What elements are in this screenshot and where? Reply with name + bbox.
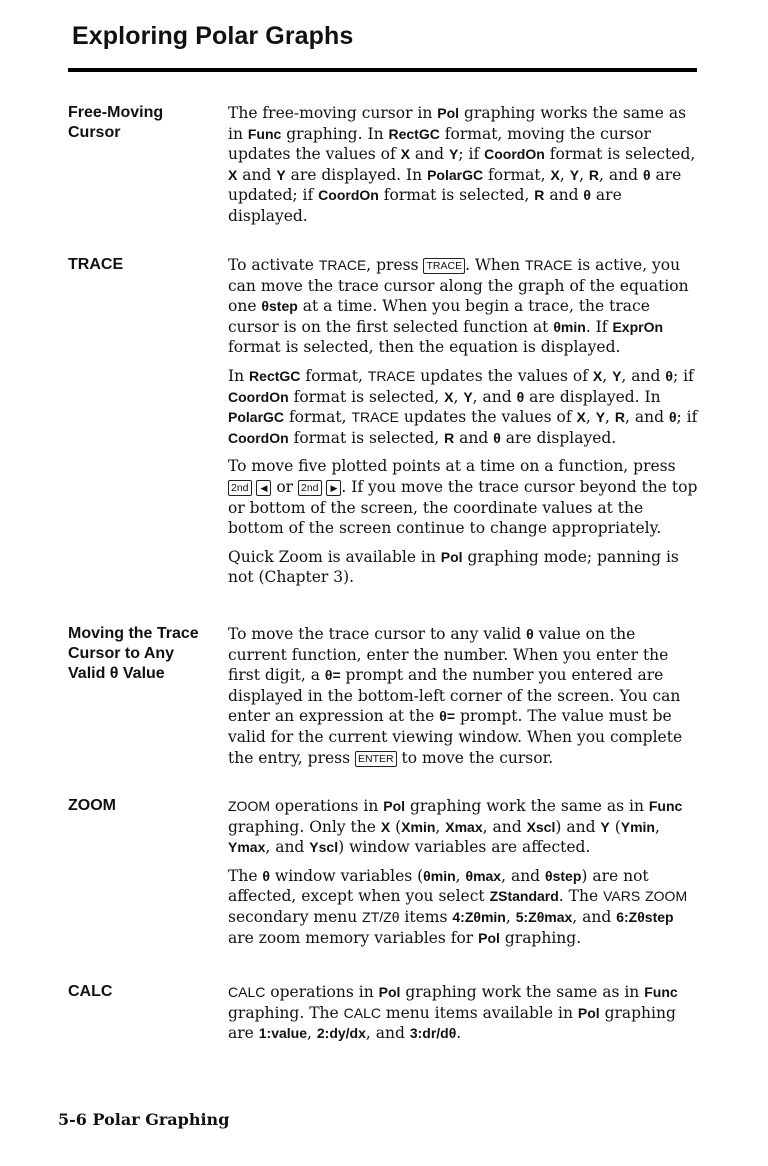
text-run: graphing. Only the — [228, 817, 381, 836]
text-run: ) window variables are affected. — [338, 838, 591, 857]
term-zthetastep: 6:Zθstep — [616, 908, 674, 925]
text-run: , and — [472, 387, 517, 406]
term-value: 1:value — [258, 1025, 308, 1042]
term-drdtheta: 3:dr/dθ — [409, 1025, 457, 1042]
heading-line: Free-Moving — [68, 104, 164, 121]
text-run: prompt and the number you entered are displayed in the bottom-left corner of the screen. You can enter an expression at the — [228, 666, 681, 726]
term-func: Func — [644, 984, 678, 1000]
text-run: format, — [483, 165, 551, 184]
text-run: and — [608, 165, 643, 184]
term-xscl: Xscl — [526, 818, 556, 835]
text-run: . When — [465, 256, 525, 274]
term-yscl: Yscl — [309, 839, 339, 856]
paragraph — [228, 103, 698, 227]
term-expron: ExprOn — [612, 318, 664, 335]
term-y: Y — [449, 146, 459, 163]
text-run: To move the trace cursor to any valid — [228, 625, 527, 643]
term-y: Y — [569, 166, 580, 183]
text-run: graphing. The — [228, 1003, 344, 1022]
heading-line: Cursor to Any — [68, 645, 175, 662]
text-run: , — [585, 408, 596, 427]
term-pol: Pol — [440, 548, 463, 565]
term-thetamax: θmax — [465, 867, 502, 884]
term-ymax: Ymax — [228, 839, 266, 856]
term-theta: θ — [526, 626, 534, 642]
text-run: ) and — [555, 817, 601, 836]
title-rule — [68, 68, 697, 72]
term-theta: θ — [668, 409, 677, 426]
text-run: graphing mode; panning is not (Chapter 3). — [228, 547, 679, 587]
text-run: window variables ( — [270, 866, 424, 885]
term-trace: TRACE — [351, 409, 399, 426]
term-y: Y — [612, 367, 622, 384]
text-run: , and — [621, 366, 666, 385]
text-run: format is selected, — [288, 428, 445, 447]
text-run: and — [544, 186, 584, 205]
term-coordon: CoordOn — [228, 429, 289, 446]
heading-line: Cursor — [68, 124, 121, 141]
text-run: , and — [625, 408, 669, 427]
term-theta: θ — [642, 166, 651, 183]
term-zoom: ZOOM — [645, 888, 688, 905]
text-run: , — [453, 387, 464, 406]
text-run: are zoom memory variables for — [228, 928, 479, 947]
term-theta-prompt: θ= — [324, 667, 341, 684]
term-calc: CALC — [343, 1004, 381, 1021]
term-func: Func — [648, 798, 683, 814]
term-trace: TRACE — [524, 257, 573, 273]
text-run: , — [559, 165, 570, 184]
text-run: graphing are — [228, 1003, 676, 1043]
term-zoom: ZOOM — [228, 798, 270, 814]
text-run: prompt. The value must be valid for the current viewing window. When you complete the entry, press — [228, 707, 683, 767]
text-run: , — [605, 408, 615, 427]
text-run: to move the cursor. — [396, 748, 554, 767]
text-run: , and — [265, 838, 310, 857]
term-y: Y — [276, 166, 286, 183]
text-run: ; if — [672, 366, 694, 385]
text-run: format is selected, — [378, 186, 535, 205]
term-pol: Pol — [383, 798, 406, 814]
term-theta: θ — [516, 388, 525, 405]
term-thetamin: θmin — [423, 867, 456, 884]
term-theta: θ — [583, 187, 591, 204]
term-x: X — [576, 409, 586, 426]
term-xmin: Xmin — [401, 818, 436, 835]
text-run: , and — [482, 817, 527, 836]
text-run: at a time. When you begin a trace, the trace cursor is on the first selected function at — [228, 297, 650, 336]
text-run: , — [579, 165, 589, 184]
section-body — [228, 796, 698, 956]
term-ymin: Ymin — [620, 818, 655, 835]
paragraph — [228, 866, 698, 948]
heading-line: CALC — [68, 983, 113, 1000]
text-run: format, — [300, 366, 368, 385]
text-run: operations in — [270, 797, 384, 815]
heading-line: Moving the Trace — [68, 625, 199, 642]
text-run: or — [271, 477, 298, 496]
term-coordon: CoordOn — [228, 388, 289, 405]
term-polargc: PolarGC — [228, 409, 285, 426]
text-run: ; if — [458, 145, 485, 164]
term-x: X — [228, 166, 238, 183]
text-run: graphing work the same as in — [405, 797, 649, 815]
text-run: . If you move the trace cursor beyond the top or bottom of the screen, the coordinate values at the bottom of the screen continue to change appropriately. — [228, 477, 698, 538]
text-run: format is selected, — [288, 387, 445, 406]
text-run: The — [228, 866, 263, 885]
term-x: X — [380, 818, 391, 835]
left-arrow-key-icon: ◀ — [256, 480, 271, 496]
text-run: . The — [558, 887, 604, 906]
text-run: and — [410, 145, 449, 164]
page-title: Exploring Polar Graphs — [72, 22, 354, 50]
term-pol: Pol — [478, 929, 500, 946]
term-r: R — [534, 187, 545, 204]
text-run: and — [237, 165, 277, 184]
text-run: ) are not affected, except when you select — [228, 866, 649, 906]
term-zt-ztheta: ZT/Zθ — [362, 908, 400, 925]
second-key-icon: 2nd — [228, 480, 252, 496]
term-thetastep: θstep — [545, 867, 582, 884]
paragraph — [228, 796, 698, 858]
term-y: Y — [600, 818, 610, 835]
text-run: , and — [501, 866, 546, 885]
text-run: , — [455, 866, 466, 885]
text-run: updates the values of — [415, 366, 593, 385]
term-pol: Pol — [577, 1004, 600, 1021]
section-heading — [68, 255, 218, 275]
text-run: , — [599, 165, 609, 184]
text-run: . — [456, 1024, 462, 1043]
term-thetastep: θstep — [261, 298, 298, 315]
text-run: , and — [572, 907, 617, 926]
enter-key-icon: ENTER — [355, 751, 397, 767]
heading-line: Valid θ Value — [68, 665, 165, 682]
term-vars: VARS — [603, 888, 641, 905]
text-run: . If — [585, 317, 613, 336]
term-r: R — [444, 429, 455, 446]
section-body — [228, 982, 698, 1052]
term-pol: Pol — [437, 105, 460, 121]
section-body — [228, 103, 698, 235]
term-x: X — [550, 166, 560, 183]
text-run: are displayed. In — [524, 387, 661, 406]
paragraph — [228, 624, 698, 768]
section-heading — [68, 982, 218, 1002]
term-theta: θ — [262, 867, 270, 884]
right-arrow-key-icon: ▶ — [326, 480, 341, 496]
term-zthetamin: 4:Zθmin — [452, 908, 506, 925]
term-zstandard: ZStandard — [489, 888, 559, 905]
term-x: X — [400, 146, 410, 163]
heading-line: ZOOM — [68, 797, 116, 814]
text-run: format is selected, then the equation is displayed. — [228, 338, 621, 357]
trace-key-icon: TRACE — [423, 258, 465, 274]
term-y: Y — [595, 409, 606, 426]
text-run: , — [602, 366, 613, 385]
text-run: are updated; if — [228, 165, 682, 205]
term-x: X — [444, 388, 454, 405]
text-run: format, moving the cursor updates the values of — [228, 124, 651, 164]
text-run: , and — [365, 1024, 410, 1043]
section-heading — [68, 624, 218, 684]
text-run: The free-moving cursor in — [228, 104, 438, 122]
section-heading — [68, 796, 218, 816]
text-run: are displayed. — [500, 428, 617, 447]
text-run: Quick Zoom is available in — [228, 547, 441, 566]
paragraph — [228, 255, 698, 358]
term-theta: θ — [665, 367, 673, 384]
term-pol: Pol — [378, 984, 401, 1000]
text-run: secondary menu — [228, 907, 363, 926]
paragraph — [228, 982, 698, 1044]
text-run: To activate — [228, 256, 319, 274]
section-body — [228, 255, 698, 596]
term-thetamin: θmin — [553, 318, 586, 335]
term-coordon: CoordOn — [318, 187, 379, 204]
text-run: graphing. In — [281, 124, 389, 143]
term-rectgc: RectGC — [388, 125, 440, 142]
term-trace: TRACE — [367, 367, 416, 384]
text-run: , — [307, 1024, 317, 1043]
text-run: , — [505, 907, 516, 926]
paragraph — [228, 366, 698, 448]
text-run: menu items available in — [380, 1003, 578, 1022]
term-r: R — [588, 166, 600, 183]
heading-line: TRACE — [68, 256, 124, 273]
term-rectgc: RectGC — [249, 367, 301, 384]
text-run: updates the values of — [398, 408, 577, 427]
term-polargc: PolarGC — [427, 166, 484, 183]
text-run: ; if — [676, 408, 698, 427]
text-run: graphing. — [499, 928, 582, 947]
term-dydx: 2:dy/dx — [316, 1025, 366, 1042]
term-coordon: CoordOn — [484, 146, 545, 163]
term-func: Func — [247, 125, 282, 142]
text-run: In — [228, 366, 250, 385]
text-run: ( — [390, 817, 402, 836]
text-run: graphing work the same as in — [400, 983, 645, 1001]
second-key-icon: 2nd — [298, 480, 322, 496]
section-heading — [68, 103, 218, 143]
text-run: , — [654, 817, 660, 836]
text-run: value on the current function, enter the number. When you enter the first digit, a — [228, 625, 669, 685]
section-body — [228, 624, 698, 776]
term-theta-prompt: θ= — [439, 708, 456, 725]
text-run: items — [399, 907, 453, 926]
term-zthetamax: 5:Zθmax — [515, 908, 573, 925]
term-x: X — [592, 367, 603, 384]
term-xmax: Xmax — [445, 818, 483, 835]
text-run: format is selected, — [544, 145, 696, 164]
text-run: format, — [284, 408, 352, 427]
term-trace: TRACE — [318, 257, 367, 273]
text-run: and — [454, 428, 494, 447]
text-run: are displayed. In — [285, 165, 428, 184]
text-run: is active, you can move the trace cursor along the graph of the equation one — [228, 256, 689, 316]
term-calc: CALC — [228, 984, 266, 1000]
text-run: ( — [609, 817, 621, 836]
paragraph — [228, 547, 698, 588]
text-run: To move five plotted points at a time on a function, press — [228, 457, 676, 476]
text-run: graphing works the same as in — [228, 104, 687, 143]
text-run: , press — [366, 256, 424, 274]
text-run: are displayed. — [228, 186, 622, 225]
term-r: R — [614, 409, 626, 426]
text-run: operations in — [265, 983, 379, 1001]
term-y: Y — [463, 388, 473, 405]
text-run: , — [435, 817, 446, 836]
page-footer: 5-6 Polar Graphing — [58, 1110, 230, 1129]
paragraph — [228, 456, 698, 538]
term-theta: θ — [493, 429, 501, 446]
